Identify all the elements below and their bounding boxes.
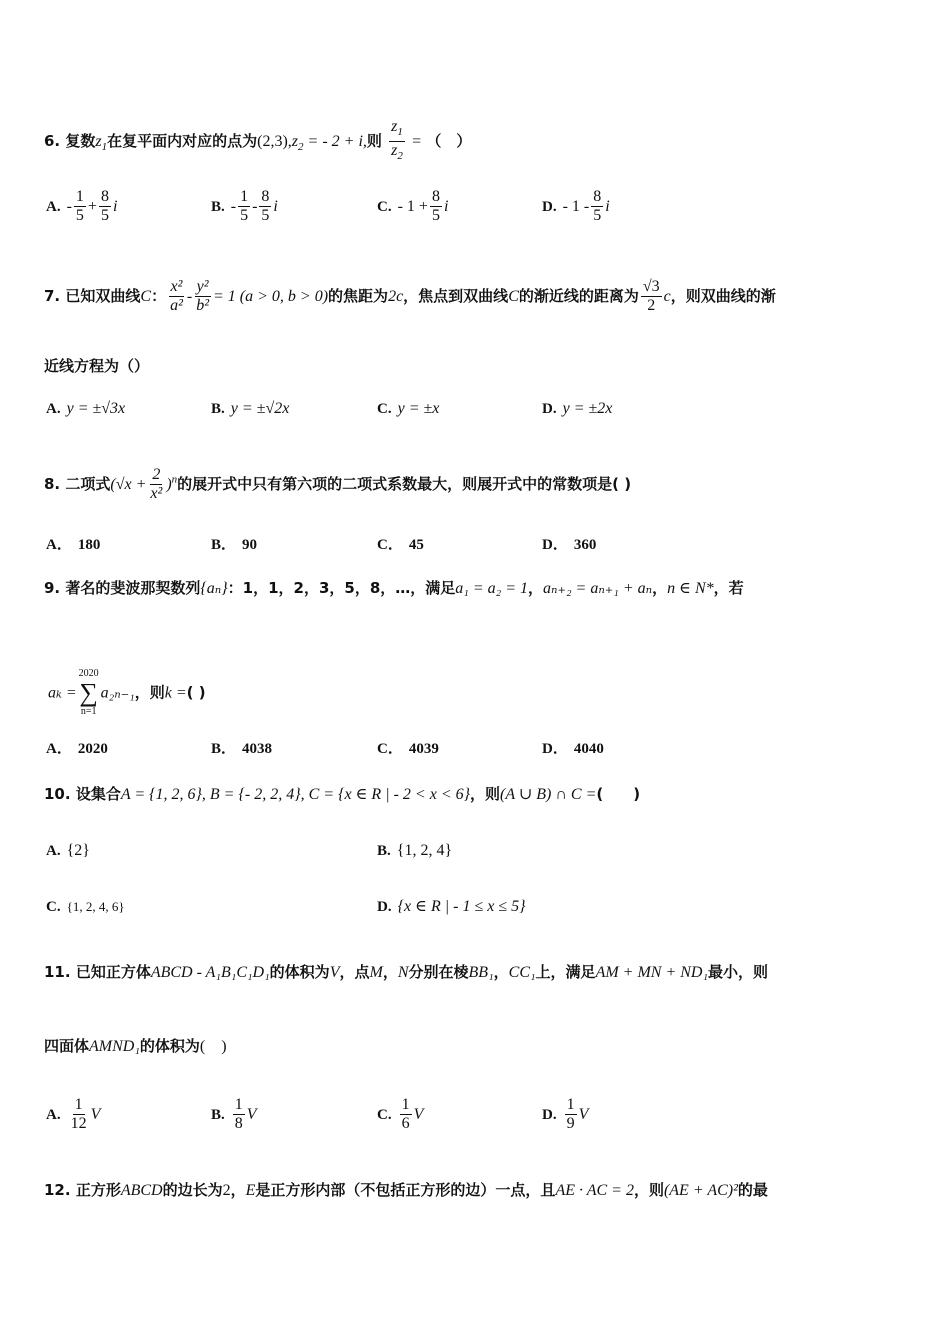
q7-stem: 7. 已知双曲线C： $\frac{\text{x²}}{\text{a²}}$ - $\frac{\text{y²}}{\text{b²}}$ = 1 (a > 0, b > 0)的焦距为2c，焦点到双曲线C的渐近线的距离为 $\frac{√3}{2}$ c，则双曲线的渐 xyxy=(44,278,776,314)
q11-option-c[interactable]: C. $\frac{1}{6}$ V xyxy=(377,1096,424,1132)
q7-option-b[interactable]: B. y = ±√2x xyxy=(211,400,290,417)
q11-option-d[interactable]: D. $\frac{1}{9}$ V xyxy=(542,1096,589,1132)
q7-stem-line2: 近线方程为（） xyxy=(44,357,150,375)
q10-option-d[interactable]: D. {x ∈ R | - 1 ≤ x ≤ 5} xyxy=(377,898,526,915)
q9-option-b[interactable]: B． 4038 xyxy=(211,741,273,757)
q9-option-a[interactable]: A． 2020 xyxy=(46,741,108,757)
q7-option-a[interactable]: A. y = ±√3x xyxy=(46,400,126,417)
q6-option-a[interactable]: A. - $\frac{1}{5}$ + $\frac{8}{5}$ i xyxy=(46,188,118,224)
q9-option-c[interactable]: C． 4039 xyxy=(377,741,439,757)
q6-fraction: $\frac{z_1}{z_2}$ xyxy=(391,118,403,163)
q10-option-a[interactable]: A. {2} xyxy=(46,842,90,859)
q8-option-a[interactable]: A． 180 xyxy=(46,537,101,553)
q6-option-c[interactable]: C. - 1 + $\frac{8}{5}$ i xyxy=(377,188,449,224)
q11-option-b[interactable]: B. $\frac{1}{8}$ V xyxy=(211,1096,257,1132)
q11-stem-line2: 四面体AMND₁的体积为( ) xyxy=(44,1037,227,1055)
q8-option-c[interactable]: C． 45 xyxy=(377,537,424,553)
q6-option-d[interactable]: D. - 1 - $\frac{8}{5}$ i xyxy=(542,188,610,224)
q6-option-b[interactable]: B. - $\frac{1}{5}$ - $\frac{8}{5}$ i xyxy=(211,188,278,224)
q9-stem-line2: aₖ = 2020 ∑ n=1 a₂ₙ₋₁，则k =( ) xyxy=(48,668,206,717)
q9-stem: 9. 著名的斐波那契数列{aₙ}：1，1，2，3，5，8，…，满足a₁ = a₂ = 1，aₙ₊₂ = aₙ₊₁ + aₙ，n ∈ N*，若 xyxy=(44,579,744,597)
q12-stem: 12. 正方形ABCD的边长为2，E是正方形内部（不包括正方形的边）一点，且AE · AC = 2，则(AE + AC)²的最 xyxy=(44,1181,768,1199)
q9-option-d[interactable]: D． 4040 xyxy=(542,741,604,757)
q7-option-c[interactable]: C. y = ±x xyxy=(377,400,440,417)
q8-stem: 8. 二项式(√x + $\frac{2}{\text{x²}}$ )$^n$的展开式中只有第六项的二项式系数最大，则展开式中的常数项是( ) xyxy=(44,466,632,502)
q10-stem: 10. 设集合A = {1, 2, 6}, B = {- 2, 2, 4}, C = {x ∈ R | - 2 < x < 6}，则(A ∪ B) ∩ C =( ) xyxy=(44,785,641,803)
q10-option-c[interactable]: C. {1, 2, 4, 6} xyxy=(46,899,125,915)
q10-option-b[interactable]: B. {1, 2, 4} xyxy=(377,842,453,859)
q8-option-b[interactable]: B． 90 xyxy=(211,537,258,553)
q11-stem: 11. 已知正方体ABCD - A₁B₁C₁D₁的体积为V，点M，N分别在棱BB₁，CC₁上，满足AM + MN + ND₁最小，则 xyxy=(44,963,769,981)
sum-symbol: 2020 ∑ n=1 xyxy=(78,668,99,717)
q11-option-a[interactable]: A. $\frac{1}{12}$ V xyxy=(46,1096,101,1132)
q8-option-d[interactable]: D． 360 xyxy=(542,537,597,553)
q6-number: 6. xyxy=(44,132,61,151)
q6-stem: 6. 复数$z_1$在复平面内对应的点为$(2,3),z_2$ = - 2 + i,则 $\frac{z_1}{z_2}$ = （ ） xyxy=(44,118,471,165)
q7-option-d[interactable]: D. y = ±2x xyxy=(542,400,613,417)
